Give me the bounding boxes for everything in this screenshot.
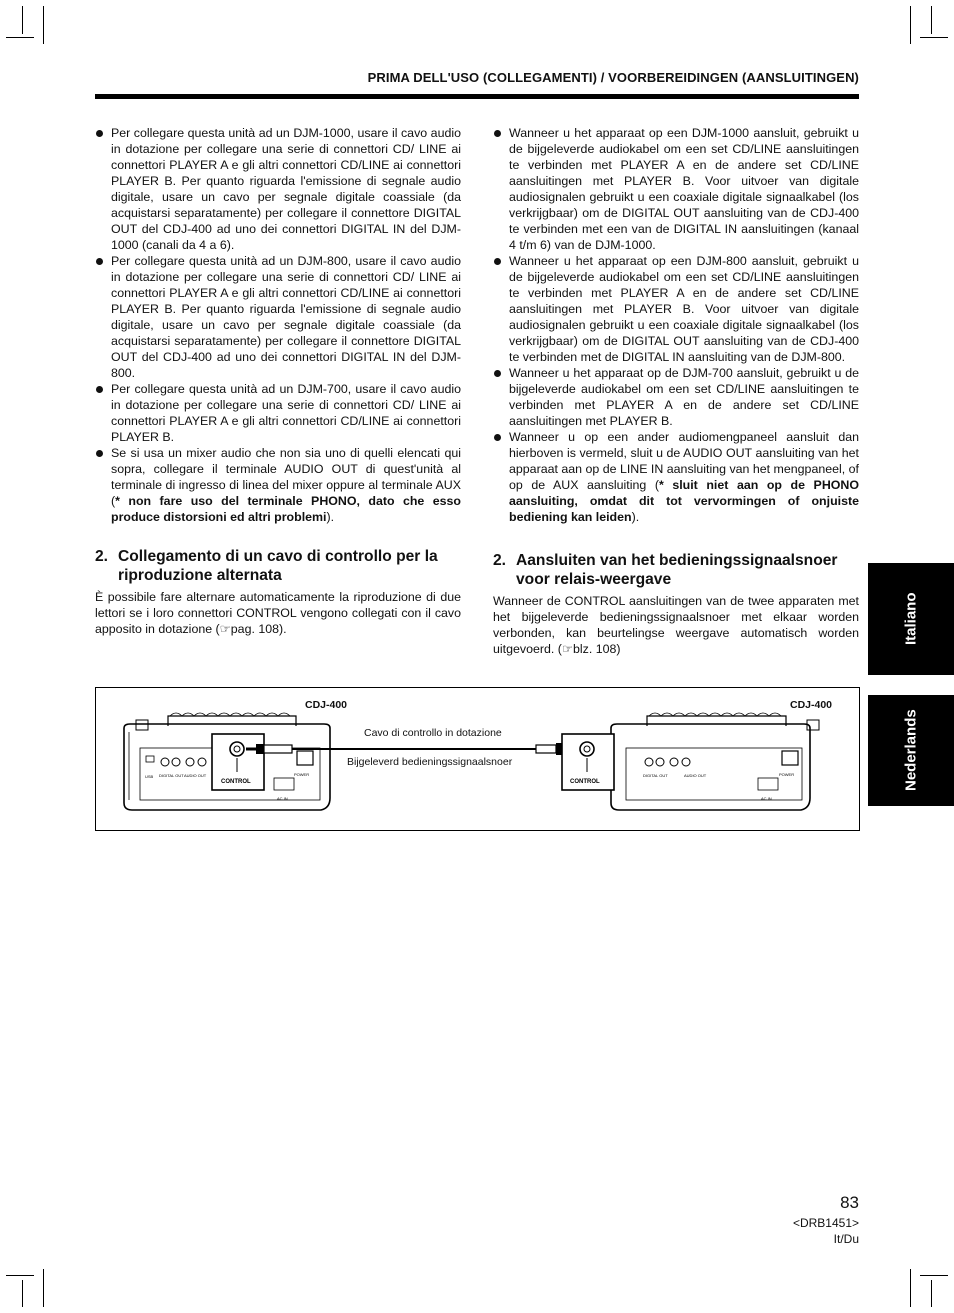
crop-mark — [22, 1280, 23, 1307]
audio-out-label: AUDIO OUT — [684, 773, 707, 778]
ac-in-label: AC IN — [277, 796, 288, 801]
power-label: POWER — [294, 772, 310, 777]
crop-mark — [910, 6, 911, 44]
page-number: 83 — [840, 1193, 859, 1212]
digital-out-label: DIGITAL OUT — [159, 773, 184, 778]
list-item: Wanneer u het apparaat op een DJM-1000 aansluit, gebruikt u de bijgeleverde audiokabel om een set CD/LINE aansluitingen te verbinden met PLAYER A en de andere set CD/LINE aansluitingen met PLAYER B. Voor uitvoer van digitale audiosignalen gebruikt u een coaxiale digitale signaalkabel (los verkrijgbaar) om de DIGITAL OUT aansluiting van de CDJ-400 te verbinden met een van de DIGITAL IN aansluitingen (kanaal 4 t/m 6) van de DJM-1000. — [493, 125, 859, 253]
list-item: Wanneer u het apparaat op de DJM-700 aansluit, gebruikt u de bijgeleverde audiokabel om een set CD/LINE aansluitingen te verbinden met PLAYER A en de andere set CD/LINE aansluitingen met PLAYER B. — [493, 365, 859, 429]
crop-mark — [920, 1275, 948, 1276]
tab-italiano: Italiano — [868, 563, 954, 675]
section-body: Wanneer de CONTROL aansluitingen van de twee apparaten met het bijgeleverde bedieningssignaalsnoer met elkaar worden verbonden, kan beurtelingse weergave automatisch worden uitgevoerd. (☞blz. 108) — [493, 594, 859, 656]
power-label: POWER — [779, 772, 795, 777]
crop-mark — [931, 6, 932, 34]
control-jack-label: CONTROL — [570, 779, 600, 785]
control-cable — [246, 743, 574, 755]
list-item: Wanneer u het apparaat op een DJM-800 aansluit, gebruikt u de bijgeleverde audiokabel om een set CD/LINE aansluitingen te verbinden met PLAYER A en de andere set CD/LINE aansluitingen met PLAYER B. Voor uitvoer van digitale audiosignalen gebruikt u een coaxiale digitale signaalkabel (los verkrijgbaar) om de DIGITAL OUT aansluiting van de CDJ-400 te verbinden met de DIGITAL IN aansluiting van de DJM-800. — [493, 253, 859, 365]
section-heading: 2. Collegamento di un cavo di controllo per la riproduzione alternata — [95, 548, 438, 584]
section-heading: 2. Aansluiten van het bedieningssignaalsnoer voor relais-weergave — [493, 552, 838, 588]
crop-mark — [6, 1275, 34, 1276]
left-unit-label: CDJ-400 — [305, 699, 348, 711]
crop-mark — [910, 1269, 911, 1307]
document-code: <DRB1451> It/Du — [792, 1216, 859, 1246]
tab-nederlands: Nederlands — [868, 695, 954, 806]
cable-label-italian: Cavo di controllo in dotazione — [364, 727, 502, 739]
list-item: Se si usa un mixer audio che non sia uno di quelli elencati qui sopra, collegare il terminale AUDIO OUT di quest'unità al terminale di ingresso di linea del mixer oppure al terminale AUX (* non fare uso del terminale PHONO, dato che esso produce distorsioni ed altri problemi). — [95, 445, 461, 525]
crop-mark — [920, 37, 948, 38]
section-body: È possibile fare alternare automaticamente la riproduzione di due lettori se i loro connettori CONTROL vengono collegati con il cavo apposito in dotazione (☞pag. 108). — [95, 590, 461, 636]
crop-mark — [931, 1280, 932, 1307]
cable-label-dutch: Bijgeleverd bedieningssignaalsnoer — [347, 756, 513, 768]
italian-column — [95, 125, 461, 637]
page-header-title: PRIMA DELL'USO (COLLEGAMENTI) / VOORBEREIDINGEN (AANSLUITINGEN) — [367, 70, 859, 85]
list-item: Per collegare questa unità ad un DJM-800, usare il cavo audio in dotazione per collegare una serie di connettori CD/ LINE ai connettori PLAYER A e gli altri connettori CD/LINE ai connettori PLAYER B. Per quanto riguarda l'emissione di segnale audio digitale, usare un cavo per segnale digitale coassiale (da acquistarsi separatamente) per collegare il connettore DIGITAL OUT del CDJ-400 ad uno dei connettori DIGITAL IN del DJM-800. — [95, 253, 461, 381]
right-unit-label: CDJ-400 — [790, 699, 833, 711]
crop-mark — [6, 37, 34, 38]
cdj-400-left-unit — [124, 713, 330, 810]
header-rule — [95, 94, 859, 99]
crop-mark — [22, 6, 23, 34]
cdj-400-right-unit — [562, 713, 819, 810]
crop-mark — [43, 1269, 44, 1307]
list-item: Wanneer u op een ander audiomengpaneel aansluit dan hierboven is vermeld, sluit u de AUDIO OUT aansluiting van het apparaat aan op de LINE IN aansluiting van het mengpaneel, of op de AUX aansluiting (* sluit niet aan op de PHONO aansluiting, omdat dit tot vervormingen of onjuiste bediening kan leiden). — [493, 429, 859, 525]
audio-out-label: AUDIO OUT — [184, 773, 207, 778]
crop-mark — [43, 6, 44, 44]
control-jack-label: CONTROL — [221, 779, 251, 785]
usb-label: USB — [145, 774, 154, 779]
list-item: Per collegare questa unità ad un DJM-700, usare il cavo audio in dotazione per collegare una serie di connettori CD/ LINE ai connettori PLAYER A e gli altri connettori CD/LINE ai connettori PLAYER B. — [95, 381, 461, 445]
ac-in-label: AC IN — [761, 796, 772, 801]
list-item: Per collegare questa unità ad un DJM-1000, usare il cavo audio in dotazione per collegare una serie di connettori CD/ LINE ai connettori PLAYER A e gli altri connettori CD/LINE ai connettori PLAYER B. Per quanto riguarda l'emissione di segnale audio digitale, usare un cavo per segnale digitale coassiale (da acquistarsi separatamente) per collegare il connettore DIGITAL OUT del CDJ-400 ad uno dei connettori DIGITAL IN del DJM-1000 (canali da 4 a 6). — [95, 125, 461, 253]
connection-diagram — [95, 687, 860, 831]
dutch-column — [493, 125, 859, 657]
digital-out-label: DIGITAL OUT — [643, 773, 668, 778]
